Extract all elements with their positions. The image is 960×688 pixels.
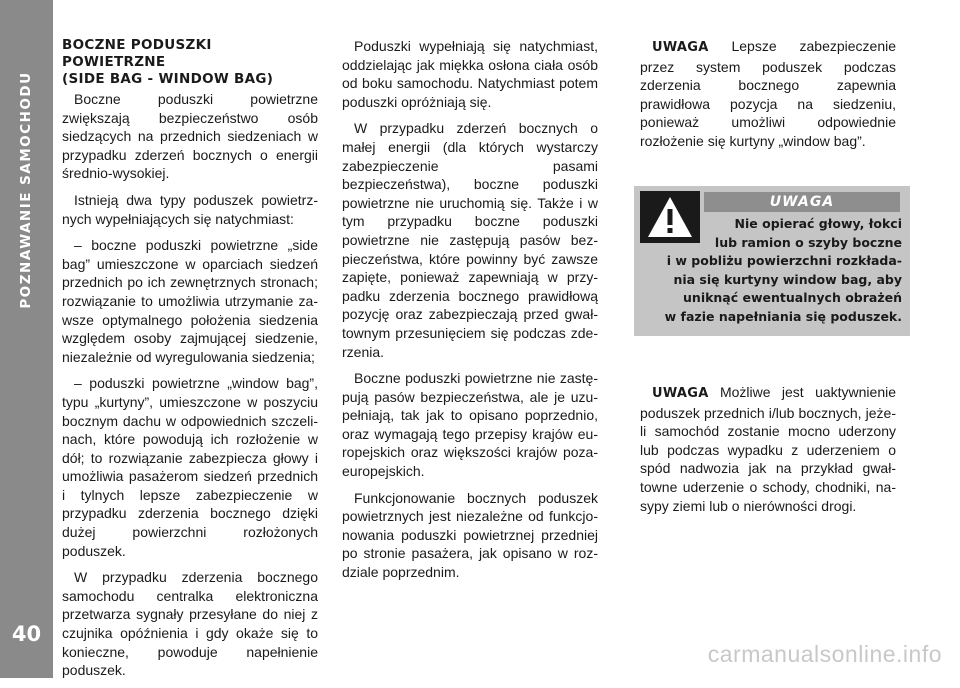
paragraph: Poduszki wypełniają się natychmiast, oddzielając jak miękka osłona ciała osób od boku samochodu. Natychmiast potem poduszki opróżniają się. [342, 38, 598, 110]
column-2 [342, 37, 598, 590]
paragraph: Boczne poduszki powietrzne nie zastępują pasów bezpieczeństwa, ale je uzupełniają, tak jak to opisano poprzednio, oraz wymagają tego przepisy krajów europejskich oraz większości krajów pozaeuropejskich. [342, 370, 598, 480]
section-title: POZNAWANIE SAMOCHODU [18, 71, 34, 309]
warning-label: UWAGA [704, 192, 900, 212]
paragraph: Istnieją dwa typy poduszek powietrznych wypełniających się natychmiast: [62, 191, 318, 227]
paragraph: Funkcjonowanie bocznych poduszek powietrznych jest niezależne od funkcjonowania poduszki powietrznej przedniej po stronie pasażera, jak opisano w rozdziale poprzednim. [342, 489, 598, 581]
sidebar [0, 0, 53, 678]
note-label: UWAGA [652, 40, 709, 55]
paragraph: – poduszki powietrzne „window bag”, typu „kurtyny”, umieszczone w poszyciu bocznym dachu w odpowiednich szczelinach, które powodują ich rozłożenie w dół; to rozwiązanie zabezpiecza głowy i umożliwia pasażerom siedzeń przednich i tylnych lepsze zabezpieczenie w przypadku zderzenia bocznego dzięki dużej powierzchni rozłożonych poduszek. [62, 375, 318, 559]
watermark: carmanualsonline.info [707, 641, 942, 667]
section-heading: BOCZNE PODUSZKI POWIETRZNE (SIDE BAG - WINDOW BAG) [62, 37, 274, 87]
paragraph: Boczne poduszki powietrzne zwiększają bezpieczeństwo osób siedzących na przednich siedzeniach w przypadku zderzeń bocznych o energii średnio-wysokiej. [62, 91, 318, 182]
paragraph: W przypadku zderzenia bocznego samochodu centralka elektroniczna przetwarza sygnały przesyłane do niej z czujnika opóźnienia i gdy okaże się to konieczne, powoduje napełnienie poduszek. [62, 569, 318, 679]
column-3-note [640, 383, 896, 523]
page-number: 40 [11, 622, 42, 646]
note-paragraph: UWAGA Możliwe jest uaktywnienie poduszek przednich i/lub bocznych, jeżeli samochód zostanie mocno uderzony lub podczas wypadku z uderzeniem o spód nadwozia jak na przykład gwałtowne uderzenie o schody, chodniki, nasypy ziemi lub o nierówności drogi. [640, 384, 897, 514]
paragraph: – boczne poduszki powietrzne „side bag” umieszczone w oparciach siedzeń przednich po ich zewnętrznych stronach; rozwiązanie to umożliwia utrzymanie zawsze optymalnego położenia siedzenia względem osoby zajmującej siedzenie, niezależnie od wyregulowania siedzenia; [62, 237, 318, 365]
note-paragraph: UWAGA Lepsze zabezpieczenie przez system poduszek podczas zderzenia bocznego zapewnia prawidłowa pozycja na siedzeniu, ponieważ umożliwi odpowiednie rozłożenie się kurtyny „window bag”. [640, 38, 897, 149]
note-label: UWAGA [652, 386, 709, 401]
paragraph: W przypadku zderzeń bocznych o małej energii (dla których wystarczy zabezpieczenie pasami bezpieczeństwa), boczne poduszki powietrzne nie uruchomią się. Także i w tym przypadku boczne poduszki powietrzne nie zastępują pasów bezpieczeństwa, które powinny być zawsze zapięte, ponieważ zapewniają w przypadku zderzenia bocznego prawidłową pozycję oraz zabezpieczają przed gwałtownym przesunięciem się podczas zderzenia. [342, 120, 598, 360]
warning-box [634, 186, 910, 336]
warning-text: Nie opierać głowy, łokci lub ramion o szyby boczne i w pobliżu powierzchni rozkłada- nia się kurtyny window bag, aby uniknąć ewentualnych obrażeń w fazie napełniania się poduszek. [664, 216, 902, 324]
column-1 [62, 37, 318, 688]
column-3 [640, 37, 896, 159]
